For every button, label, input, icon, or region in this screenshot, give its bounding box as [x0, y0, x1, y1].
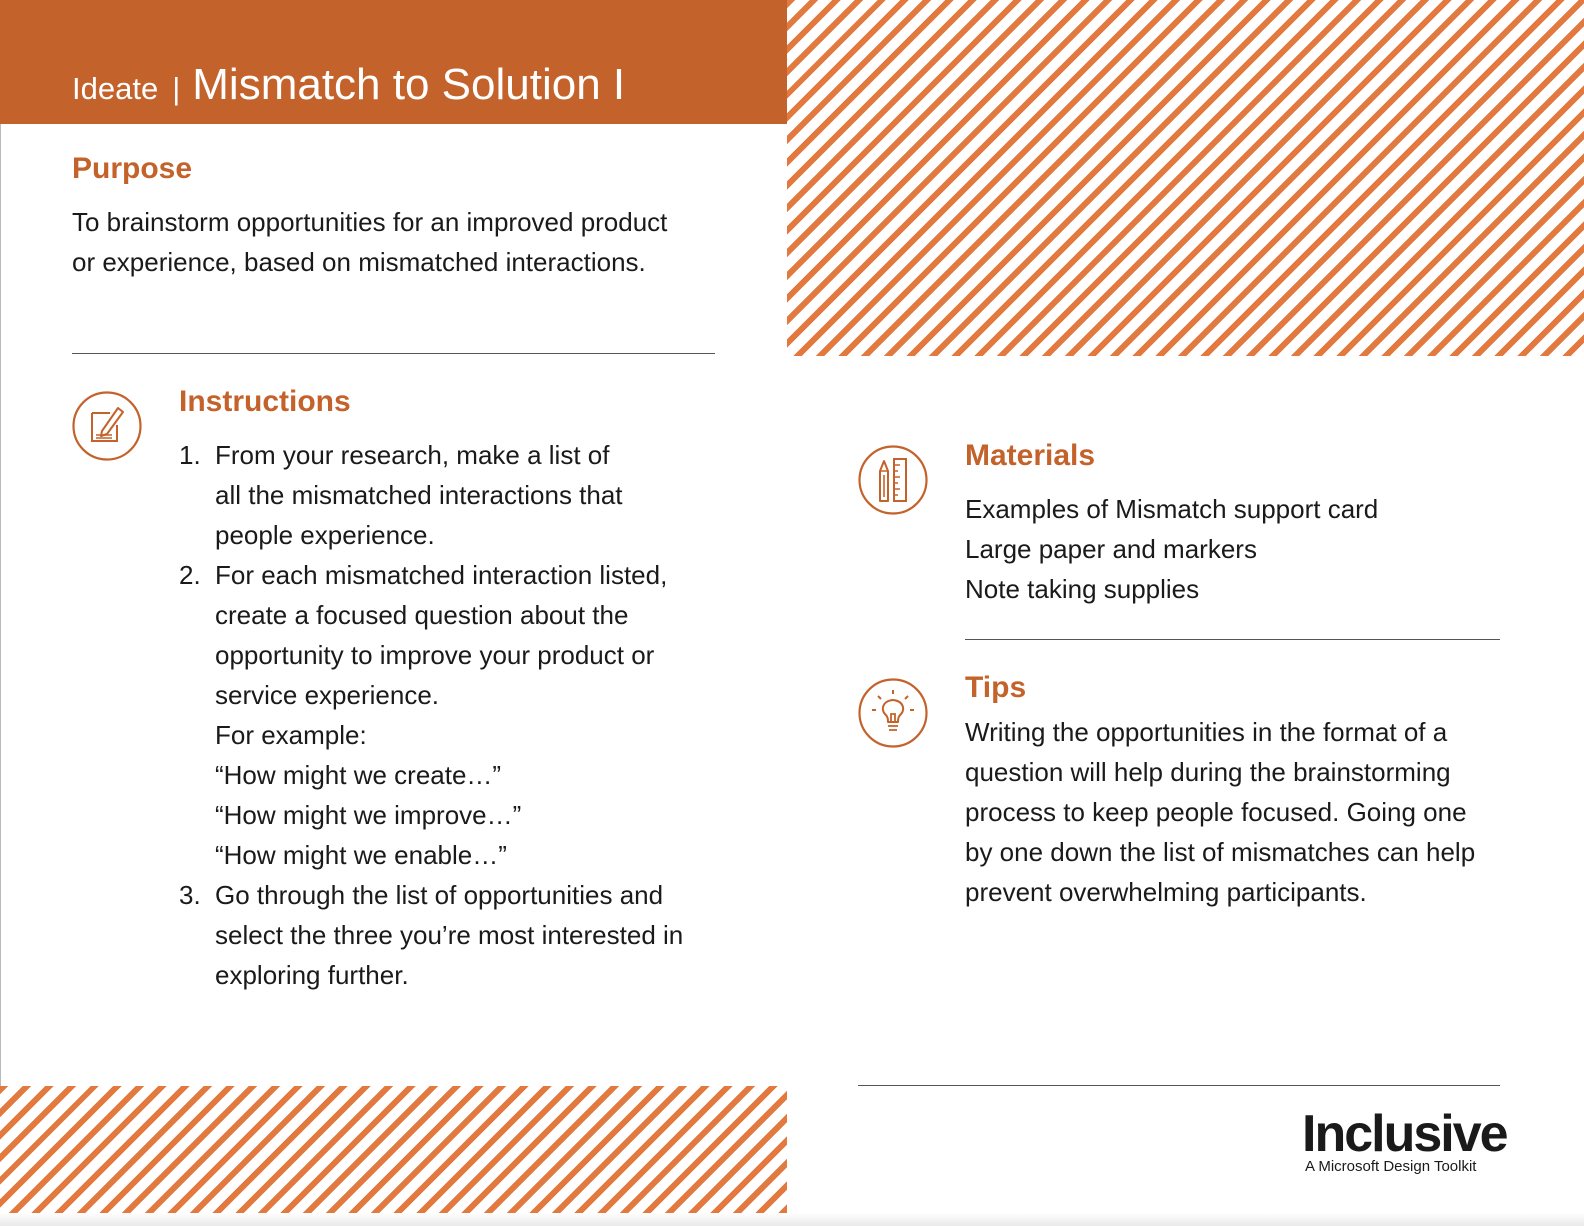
- header-separator: |: [172, 71, 181, 106]
- instruction-step: [179, 555, 739, 875]
- example-question: “How might we improve…”: [215, 800, 522, 830]
- pencil-paper-icon: [72, 391, 142, 461]
- tips-heading: Tips: [965, 671, 1027, 704]
- step-number: 2.: [179, 560, 201, 590]
- example-question: “How might we create…”: [215, 760, 502, 790]
- step-line: create a focused question about the: [215, 600, 629, 630]
- section-label: Ideate: [72, 71, 159, 106]
- logo-subtitle: A Microsoft Design Toolkit: [1305, 1158, 1477, 1175]
- page-edge: [0, 0, 1, 1226]
- list-item: Examples of Mismatch support card: [965, 494, 1379, 524]
- instructions-heading: Instructions: [179, 385, 351, 418]
- step-line: people experience.: [215, 520, 435, 550]
- tips-line: Writing the opportunities in the format of a: [965, 717, 1448, 747]
- decorative-stripes-bottom: [0, 1086, 787, 1213]
- inclusive-logo: Inclusive: [1302, 1105, 1507, 1163]
- divider: [72, 353, 715, 354]
- instruction-step: [179, 435, 739, 555]
- step-number: 1.: [179, 440, 201, 470]
- purpose-line: To brainstorm opportunities for an improved product: [72, 207, 668, 237]
- tips-line: question will help during the brainstorming: [965, 757, 1451, 787]
- list-item: Large paper and markers: [965, 534, 1257, 564]
- decorative-stripes-top: [787, 0, 1584, 356]
- lightbulb-icon: [858, 678, 928, 748]
- step-line: Go through the list of opportunities and: [215, 880, 664, 910]
- header-title-row: [72, 60, 625, 110]
- purpose-line: or experience, based on mismatched interactions.: [72, 247, 646, 277]
- instruction-step: [179, 875, 739, 995]
- purpose-heading: Purpose: [72, 152, 193, 185]
- step-line: For each mismatched interaction listed,: [215, 560, 668, 590]
- list-item: Note taking supplies: [965, 574, 1200, 604]
- step-line: select the three you’re most interested in: [215, 920, 684, 950]
- header-band: [0, 0, 787, 124]
- pencil-ruler-icon: [858, 445, 928, 515]
- step-line: exploring further.: [215, 960, 409, 990]
- tips-line: prevent overwhelming participants.: [965, 877, 1367, 907]
- tips-line: by one down the list of mismatches can help: [965, 837, 1476, 867]
- step-line: opportunity to improve your product or: [215, 640, 655, 670]
- page-title: Mismatch to Solution I: [192, 60, 626, 109]
- purpose-text: [72, 202, 752, 282]
- example-question: “How might we enable…”: [215, 840, 507, 870]
- materials-list: [965, 489, 1525, 609]
- example-intro: For example:: [215, 720, 367, 750]
- instructions-list: [179, 435, 739, 995]
- step-line: service experience.: [215, 680, 439, 710]
- tips-text: [965, 712, 1545, 912]
- divider: [965, 639, 1500, 640]
- step-number: 3.: [179, 880, 201, 910]
- tips-line: process to keep people focused. Going one: [965, 797, 1467, 827]
- divider: [858, 1085, 1500, 1086]
- step-line: all the mismatched interactions that: [215, 480, 623, 510]
- step-line: From your research, make a list of: [215, 440, 610, 470]
- page-bottom-shadow: [0, 1213, 1584, 1226]
- materials-heading: Materials: [965, 439, 1096, 472]
